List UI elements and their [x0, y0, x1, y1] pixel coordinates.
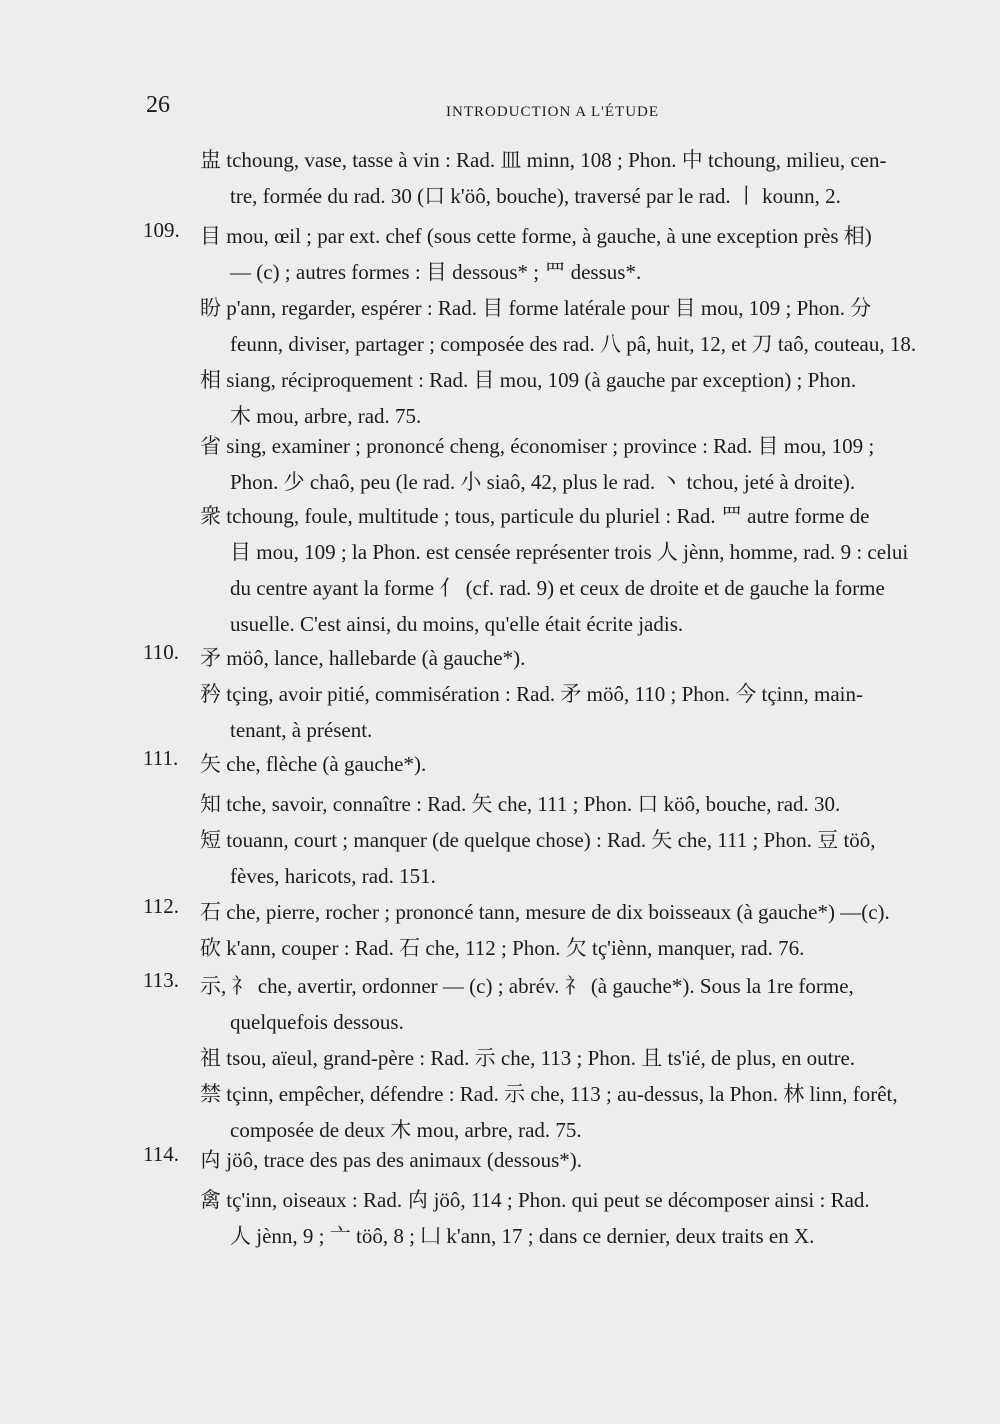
entry-line: du centre ayant la forme 亻 (cf. rad. 9) et ceux de droite et de gauche la forme [230, 576, 885, 600]
entry-line: Phon. 少 chaô, peu (le rad. 小 siaô, 42, plus le rad. 丶 tchou, jeté à droite). [230, 470, 856, 494]
entry-e111a [200, 786, 950, 822]
entry-line: 相 siang, réciproquement : Rad. 目 mou, 109 (à gauche par exception) ; Phon. [200, 368, 857, 392]
entry-114 [200, 1142, 950, 1178]
entry-line: usuelle. C'est ainsi, du moins, qu'elle était écrite jadis. [230, 612, 684, 636]
entry-number: 113. [143, 968, 179, 992]
entry-line: 砍 k'ann, couper : Rad. 石 che, 112 ; Phon. 欠 tç'iènn, manquer, rad. 76. [200, 936, 805, 960]
entry-number: 110. [143, 640, 179, 664]
page-number: 26 [146, 92, 170, 118]
entry-line: 木 mou, arbre, rad. 75. [230, 404, 422, 428]
entry-line: 知 tche, savoir, connaître : Rad. 矢 che, 111 ; Phon. 口 köô, bouche, rad. 30. [200, 792, 841, 816]
entry-line: quelquefois dessous. [230, 1010, 404, 1034]
entry-line: 矛 möô, lance, hallebarde (à gauche*). [200, 646, 526, 670]
entry-e111b [200, 822, 950, 894]
entry-e108c [200, 142, 950, 214]
entry-line: 禁 tçinn, empêcher, défendre : Rad. 示 che, 113 ; au-dessus, la Phon. 林 linn, forêt, [200, 1082, 898, 1106]
entry-line: tre, formée du rad. 30 (口 k'öô, bouche), traversé par le rad. 丨 kounn, 2. [230, 184, 841, 208]
entry-line: 衆 tchoung, foule, multitude ; tous, particule du pluriel : Rad. 罒 autre forme de [200, 504, 870, 528]
entry-line: 矜 tçing, avoir pitié, commisération : Rad. 矛 möô, 110 ; Phon. 今 tçinn, main- [200, 682, 863, 706]
entry-line: 盼 p'ann, regarder, espérer : Rad. 目 forme latérale pour 目 mou, 109 ; Phon. 分 [200, 296, 872, 320]
entry-line: 目 mou, 109 ; la Phon. est censée représenter trois 人 jènn, homme, rad. 9 : celui [230, 540, 909, 564]
entry-line: 禸 jöô, trace des pas des animaux (dessous*). [200, 1148, 582, 1172]
entry-line: feunn, diviser, partager ; composée des rad. 八 pâ, huit, 12, et 刀 taô, couteau, 18. [230, 332, 917, 356]
entry-111 [200, 746, 950, 782]
entry-109 [200, 218, 950, 290]
entry-line: 祖 tsou, aïeul, grand-père : Rad. 示 che, 113 ; Phon. 且 ts'ié, de plus, en outre. [200, 1046, 856, 1070]
entry-line: 石 che, pierre, rocher ; prononcé tann, mesure de dix boisseaux (à gauche*) —(c). [200, 900, 890, 924]
entry-e109d [200, 498, 950, 642]
entry-line: tenant, à présent. [230, 718, 373, 742]
entry-line: 短 touann, court ; manquer (de quelque chose) : Rad. 矢 che, 111 ; Phon. 豆 töô, [200, 828, 876, 852]
entry-line: 禽 tç'inn, oiseaux : Rad. 禸 jöô, 114 ; Phon. qui peut se décomposer ainsi : Rad. [200, 1188, 870, 1212]
entry-e109a [200, 290, 950, 362]
entry-line: 目 mou, œil ; par ext. chef (sous cette forme, à gauche, à une exception près 相) [200, 224, 872, 248]
entry-113 [200, 968, 950, 1040]
entry-line: 人 jènn, 9 ; 亠 töô, 8 ; 凵 k'ann, 17 ; dans ce dernier, deux traits en X. [230, 1224, 815, 1248]
entry-e114a [200, 1182, 950, 1254]
entry-line: composée de deux 木 mou, arbre, rad. 75. [230, 1118, 582, 1142]
entry-e112a [200, 930, 950, 966]
entry-line: 示, 礻 che, avertir, ordonner — (c) ; abrév. 礻 (à gauche*). Sous la 1re forme, [200, 974, 854, 998]
entry-112 [200, 894, 950, 930]
entry-e110a [200, 676, 950, 748]
entry-e113a [200, 1040, 950, 1076]
entry-line: — (c) ; autres formes : 目 dessous* ; 罒 dessus*. [230, 260, 642, 284]
entry-line: 省 sing, examiner ; prononcé cheng, économiser ; province : Rad. 目 mou, 109 ; [200, 434, 875, 458]
entry-e109b [200, 362, 950, 434]
entry-line: 矢 che, flèche (à gauche*). [200, 752, 427, 776]
entry-e113b [200, 1076, 950, 1148]
entry-number: 111. [143, 746, 179, 770]
running-title: INTRODUCTION A L'ÉTUDE [446, 104, 660, 120]
entry-number: 114. [143, 1142, 179, 1166]
entry-number: 109. [143, 218, 180, 242]
entry-110 [200, 640, 950, 676]
entry-line: 盅 tchoung, vase, tasse à vin : Rad. 皿 minn, 108 ; Phon. 中 tchoung, milieu, cen- [200, 148, 887, 172]
entry-number: 112. [143, 894, 179, 918]
entry-line: fèves, haricots, rad. 151. [230, 864, 436, 888]
entry-e109c [200, 428, 950, 500]
